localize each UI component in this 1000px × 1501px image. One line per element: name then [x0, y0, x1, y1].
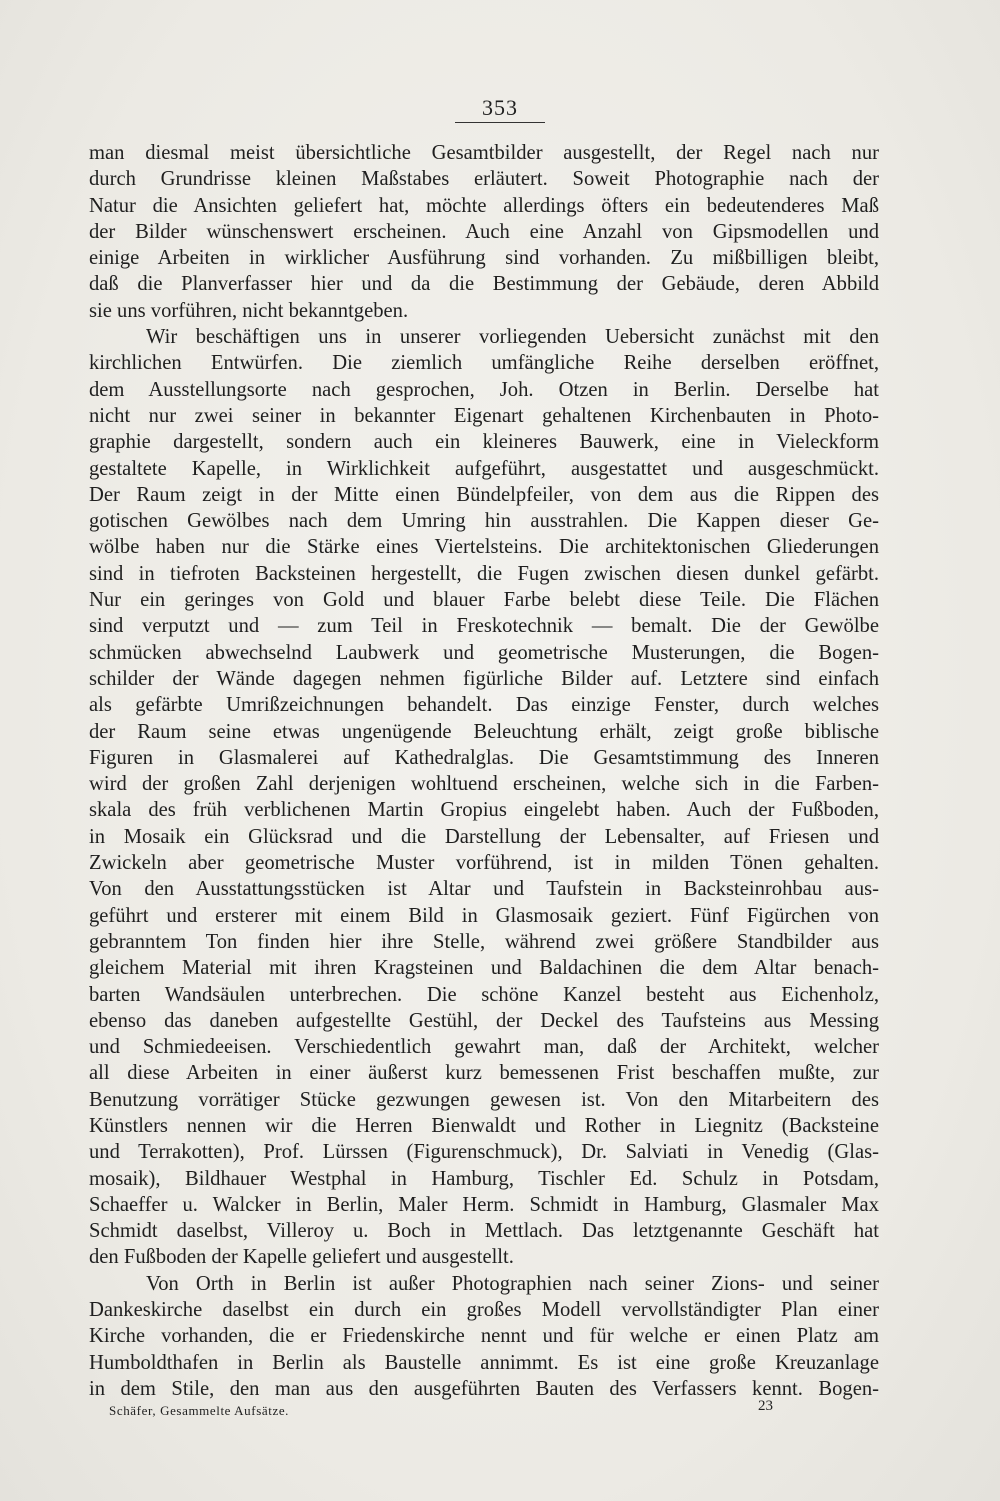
text-line: dem Ausstellungsorte nach gesprochen, Joh. Otzen in Berlin. Derselbe hat	[89, 378, 879, 401]
text-line: in Mosaik ein Glücksrad und die Darstellung der Lebensalter, auf Friesen und	[89, 825, 879, 848]
text-line: all diese Arbeiten in einer äußerst kurz bemessenen Frist beschaffen mußte, zur	[89, 1062, 879, 1085]
footer-book-title: Schäfer, Gesammelte Aufsätze.	[109, 1403, 290, 1418]
text-line: und Schmiedeeisen. Verschiedentlich gewahrt man, daß der Architekt, welcher	[89, 1036, 879, 1059]
page-number: 353	[455, 96, 545, 123]
text-line: schilder der Wände dagegen nehmen figürliche Bilder auf. Letztere sind einfach	[89, 667, 879, 690]
text-line: den Fußboden der Kapelle geliefert und ausgestellt.	[89, 1246, 514, 1269]
text-line: Schmidt daselbst, Villeroy u. Boch in Mettlach. Das letztgenannte Geschäft hat	[89, 1220, 879, 1243]
text-line: sind verputzt und — zum Teil in Freskotechnik — bemalt. Die der Gewölbe	[89, 615, 879, 638]
text-line: geführt und ersterer mit einem Bild in Glasmosaik geziert. Fünf Figürchen von	[89, 904, 879, 927]
text-line: einige Arbeiten in wirklicher Ausführung sind vorhanden. Zu mißbilligen bleibt,	[89, 247, 879, 270]
text-line: in dem Stile, den man aus den ausgeführten Bauten des Verfassers kennt. Bogen-	[89, 1377, 879, 1400]
text-line: skala des früh verblichenen Martin Gropius eingelebt haben. Auch der Fußboden,	[89, 799, 879, 822]
text-line: der Raum seine etwas ungenügende Beleuchtung erhält, zeigt große biblische	[89, 720, 879, 743]
text-line: graphie dargestellt, sondern auch ein kleineres Bauwerk, eine in Vieleckform	[89, 431, 879, 454]
text-line: nicht nur zwei seiner in bekannter Eigenart gehaltenen Kirchenbauten in Photo-	[89, 404, 879, 427]
text-line: mosaik), Bildhauer Westphal in Hamburg, Tischler Ed. Schulz in Potsdam,	[89, 1167, 879, 1190]
text-line: Der Raum zeigt in der Mitte einen Bündelpfeiler, von dem aus die Rippen des	[89, 483, 879, 506]
text-line: Nur ein geringes von Gold und blauer Farbe belebt diese Teile. Die Flächen	[89, 589, 879, 612]
text-line: durch Grundrisse kleinen Maßstabes erläutert. Soweit Photographie nach der	[89, 168, 879, 191]
text-line: sind in tiefroten Backsteinen hergestellt, die Fugen zwischen diesen dunkel gefärbt.	[89, 562, 879, 585]
text-line: sie uns vorführen, nicht bekanntgeben.	[89, 299, 409, 322]
text-line: man diesmal meist übersichtliche Gesamtbilder ausgestellt, der Regel nach nur	[89, 142, 879, 164]
text-line: Natur die Ansichten geliefert hat, möchte allerdings öfters ein bedeutenderes Maß	[89, 194, 879, 217]
text-line: Von Orth in Berlin ist außer Photographien nach seiner Zions- und seiner	[146, 1272, 879, 1295]
text-line: Kirche vorhanden, die er Friedenskirche nennt und für welche er einen Platz am	[89, 1325, 879, 1348]
text-line: kirchlichen Entwürfen. Die ziemlich umfängliche Reihe derselben eröffnet,	[89, 352, 879, 375]
text-line: Künstlers nennen wir die Herren Bienwaldt und Rother in Liegnitz (Backsteine	[89, 1114, 879, 1137]
text-line: und Terrakotten), Prof. Lürssen (Figurenschmuck), Dr. Salviati in Venedig (Glas-	[89, 1141, 879, 1164]
text-line: Schaeffer u. Walcker in Berlin, Maler Herm. Schmidt in Hamburg, Glasmaler Max	[89, 1193, 879, 1216]
text-line: gleichem Material mit ihren Kragsteinen und Baldachinen die dem Altar benach-	[89, 957, 879, 980]
text-line: schmücken abwechselnd Laubwerk und geometrische Musterungen, die Bogen-	[89, 641, 879, 664]
text-line: Figuren in Glasmalerei auf Kathedralglas. Die Gesamtstimmung des Inneren	[89, 746, 879, 769]
text-line: wölbe haben nur die Stärke eines Viertelsteins. Die architektonischen Gliederungen	[89, 536, 879, 559]
text-line: Dankeskirche daselbst ein durch ein großes Modell vervollständigter Plan einer	[89, 1299, 879, 1322]
text-line: Wir beschäftigen uns in unserer vorliegenden Uebersicht zunächst mit den	[146, 326, 879, 349]
text-line: Benutzung vorrätiger Stücke gezwungen gewesen ist. Von den Mitarbeitern des	[89, 1088, 879, 1111]
text-line: barten Wandsäulen unterbrechen. Die schöne Kanzel besteht aus Eichenholz,	[89, 983, 879, 1006]
text-line: daß die Planverfasser hier und da die Bestimmung der Gebäude, deren Abbild	[89, 273, 879, 296]
text-line: gebranntem Ton finden hier ihre Stelle, während zwei größere Standbilder aus	[89, 930, 879, 953]
text-line: Von den Ausstattungsstücken ist Altar und Taufstein in Backsteinrohbau aus-	[89, 878, 879, 901]
text-line: der Bilder wünschenswert erscheinen. Auch eine Anzahl von Gipsmodellen und	[89, 220, 879, 243]
text-line: als gefärbte Umrißzeichnungen behandelt. Das einzige Fenster, durch welches	[89, 694, 879, 717]
footer-signature-number: 23	[758, 1398, 773, 1414]
text-line: gotischen Gewölbes nach dem Umring hin ausstrahlen. Die Kappen dieser Ge-	[89, 510, 879, 533]
text-line: Humboldthafen in Berlin als Baustelle annimmt. Es ist eine große Kreuzanlage	[89, 1351, 879, 1374]
text-line: ebenso das daneben aufgestellte Gestühl, der Deckel des Taufsteins aus Messing	[89, 1009, 879, 1032]
text-line: wird der großen Zahl derjenigen wohltuend erscheinen, welche sich in die Farben-	[89, 773, 879, 796]
text-line: Zwickeln aber geometrische Muster vorführend, ist in milden Tönen gehalten.	[89, 852, 879, 875]
body-text	[89, 140, 879, 1402]
text-line: gestaltete Kapelle, in Wirklichkeit aufgeführt, ausgestattet und ausgeschmückt.	[89, 457, 879, 480]
